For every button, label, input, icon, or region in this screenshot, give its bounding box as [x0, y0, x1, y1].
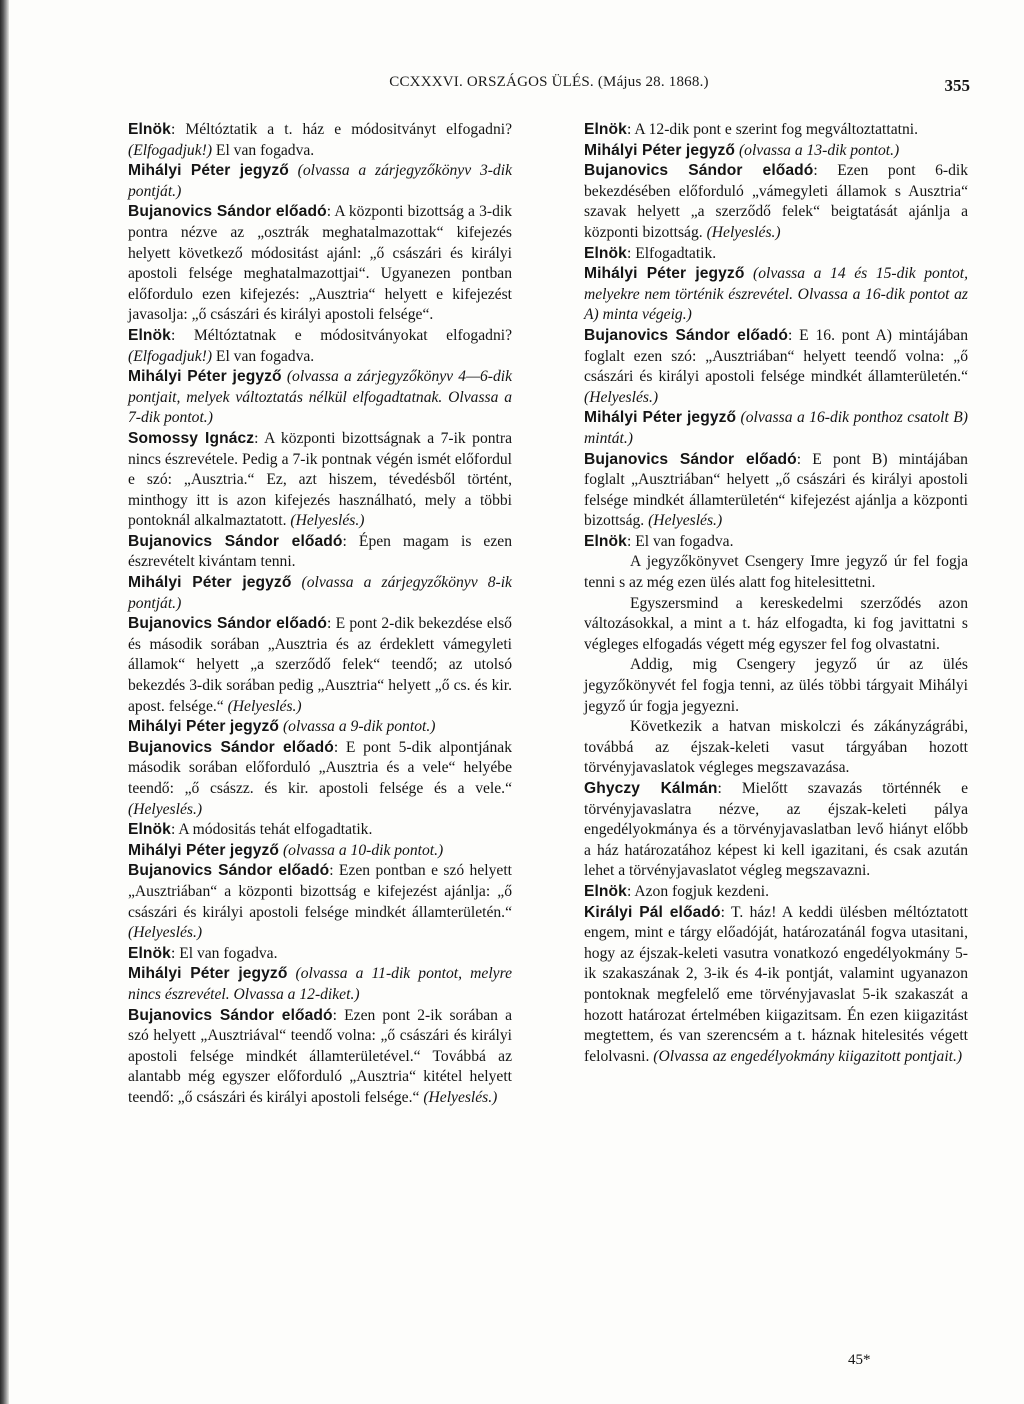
speaker-name: Mihályi Péter jegyző — [128, 162, 289, 180]
paragraph — [128, 120, 512, 161]
speaker-name: Bujanovics Sándor előadó — [128, 1006, 333, 1024]
paragraph — [128, 964, 512, 1005]
paragraph-text: : E pont 5-dik alpontjának második sorában előforduló „Ausztria és a vele“ helyébe teendő: „ő császz. és kir. apostoli felsége és a vele.“ — [128, 738, 512, 797]
paragraph — [128, 738, 512, 820]
paragraph-text: : T. ház! A keddi ülésben méltóztatott engem, mint e tárgy előadóját, határozatánál fogva utasitani, hogy az éjszak-keleti vasutra vonatkozó engedélyokmány 5-ik szakaszának 2, 3-ik és 4-ik pontját, valamint ugyanazon pontoknak megfelelő eme törvényjavaslat 5-ik szakaszát a hozott határozat értelmében kiigazitsam. Én ezen kiigazitást megtettem, és van szerencsém a t. háznak hitelesités végett felolvasni. — [584, 903, 968, 1065]
paragraph — [584, 903, 968, 1068]
speaker-name: Elnök — [584, 121, 627, 138]
paragraph — [584, 882, 968, 903]
speaker-name: Bujanovics Sándor előadó — [128, 615, 327, 633]
stage-direction: (Olvassa az engedélyokmány kiigazitott pontjait.) — [653, 1047, 963, 1065]
paragraph-text: : Ezen pont 6-dik bekezdésében előforduló „vámegyleti államok s Ausztria“ szavak helyett „a szerződő felek“ beigtatását ajánlja a központi bizottság. — [584, 162, 968, 241]
stage-direction: (Helyeslés.) — [584, 388, 659, 406]
paragraph — [128, 429, 512, 532]
stage-direction: (olvassa a 14 és 15-dik pontot, melyekre nem történik észrevétel. Olvassa a 16-dik pontot az A) minta végeig.) — [584, 265, 968, 324]
stage-direction: (olvassa a 16-dik ponthoz csatolt B) mintát.) — [584, 409, 968, 447]
speaker-name: Bujanovics Sándor előadó — [584, 450, 797, 468]
speaker-name: Bujanovics Sándor előadó — [584, 162, 814, 180]
stage-direction: (Helyeslés.) — [706, 223, 781, 241]
paragraph — [584, 264, 968, 326]
stage-direction: (olvassa a 10-dik pontot.) — [279, 841, 444, 859]
speaker-name: Királyi Pál előadó — [584, 903, 721, 921]
paragraph — [584, 450, 968, 532]
stage-direction: (Helyeslés.) — [128, 924, 203, 942]
paragraph-text: : Méltóztatnak e módositványokat elfogadni? — [170, 326, 512, 344]
paragraph-text: : E 16. pont A) mintájában foglalt ezen szó: „Ausztriában“ helyett teendő volna: „ő császári és királyi apostoli felsége mindkét államterületén.“ — [584, 326, 968, 386]
paragraph — [584, 244, 968, 265]
running-head: CCXXXVI. ORSZÁGOS ÜLÉS. (Május 28. 1868.) — [389, 74, 709, 90]
speaker-name: Elnök — [128, 326, 171, 344]
paragraph-text: : Azon fogjuk kezdeni. — [626, 882, 770, 900]
paragraph — [128, 202, 512, 326]
stage-direction: (olvassa a zárjegyzőkönyv 3-dik pontját.) — [128, 162, 512, 200]
scan-edge — [0, 0, 9, 1404]
stage-direction: (Helyeslés.) — [423, 1088, 498, 1106]
speaker-name: Bujanovics Sándor előadó — [584, 326, 789, 344]
paragraph — [128, 614, 512, 717]
paragraph-text: : Elfogadtatik. — [626, 244, 717, 262]
speaker-name: Elnök — [128, 821, 171, 839]
paragraph — [584, 408, 968, 449]
stage-direction: (olvassa a zárjegyzőkönyv 8-ik pontját.) — [128, 574, 512, 612]
speaker-name: Somossy Ignácz — [128, 429, 255, 447]
paragraph — [128, 717, 512, 738]
paragraph-text: : E pont 2-dik bekezdése első és második sorában „Ausztria és az érdeklett vámegyleti államok“ helyett „a szerződő felek“ teendő; az utolsó bekezdés 3-dik sorában pedig „Ausztria“ helyett „ő cs. és kir. apost. felsége.“ — [128, 615, 512, 715]
speaker-name: Mihályi Péter jegyző — [128, 718, 280, 736]
paragraph-text: : Ezen pontban e szó helyett „Ausztriában“ a központi bizottság e kifejezést ajánlja: „ő császári és királyi apostoli felsége mindkét államterületén.“ — [128, 862, 512, 921]
stage-direction: (Elfogadjuk!) — [128, 141, 213, 159]
speaker-name: Mihályi Péter jegyző — [128, 965, 288, 983]
paragraph-text: : Méltóztatik a t. ház e módositványt elfogadni? — [170, 121, 512, 138]
speaker-name: Mihályi Péter jegyző — [584, 141, 736, 159]
paragraph — [584, 717, 968, 779]
speaker-name: Mihályi Péter jegyző — [128, 841, 280, 859]
speaker-name: Elnök — [128, 944, 171, 962]
paragraph-text: El van fogadva. — [212, 141, 315, 159]
speaker-name: Ghyczy Kálmán — [584, 780, 718, 797]
paragraph — [584, 326, 968, 408]
stage-direction: (Helyeslés.) — [128, 800, 203, 818]
paragraph — [128, 573, 512, 614]
stage-direction: (olvassa a 13-dik pontot.) — [735, 141, 900, 159]
stage-direction: (Helyeslés.) — [290, 512, 365, 530]
paragraph-text: A jegyzőkönyvet Csengery Imre jegyző úr fel fogja tenni s az még ezen ülés alatt fog hitelesittetni. — [584, 553, 968, 592]
paragraph-text: : A központi bizottságnak a 7-ik pontra nincs észrevétele. Pedig a 7-ik pontnak végén ismét előfordul e szó: „Ausztria.“ Ez, azt hiszem, tévedésből történt, minthogy itt is azon kifejezés használható, mely a többi pontoknál alkalmaztatott. — [128, 429, 513, 530]
right-column — [584, 120, 968, 1067]
page-header — [128, 74, 970, 98]
signature-mark: 45* — [848, 1352, 871, 1368]
paragraph — [584, 141, 968, 162]
paragraph-text: Egyszersmind a kereskedelmi szerződés azon változásokkal, a mint a t. ház elfogadta, ki fog javittatni s végleges elfogadás végett még egyszer fel fog olvastatni. — [584, 594, 968, 653]
paragraph-text: Következik a hatvan miskolczi és zákányzágrábi, továbbá az éjszak-keleti vasut tárgyában hozott törvényjavaslatok végleges megszavazása. — [584, 718, 968, 777]
stage-direction: (olvassa a 9-dik pontot.) — [279, 718, 436, 736]
paragraph — [584, 779, 968, 882]
paragraph-text: : Mielőtt szavazás történnék e törvényjavaslatra nézve, az éjszak-keleti pálya engedélyokmánya és a törvényjavaslatban levő hiányt előbb a ház határozatához képest ki kell igazitani, és csak azután lehet a törvényjavaslatot végleg megszavazni. — [584, 780, 968, 880]
stage-direction: (olvassa a 11-dik pontot, melyre nincs észrevétel. Olvassa a 12-diket.) — [128, 965, 512, 1003]
paragraph — [128, 944, 512, 965]
paragraph — [584, 552, 968, 593]
paragraph — [128, 1006, 512, 1109]
paragraph — [128, 841, 512, 862]
paragraph-text: : A központi bizottság a 3-dik pontra nézve az „osztrák meghatalmazottak“ kifejezés helyett következő módositást ajánl: „ő császári és királyi apostoli felsége meghatalmazottjai“. Ugyanezen pontban előfordulo ezen kifejezés: „Ausztria“ helyett e kifejezést javasolja: „ő császári és királyi apostoli felsége“. — [128, 203, 512, 324]
paragraph-text: El van fogadva. — [212, 347, 315, 365]
stage-direction: (Helyeslés.) — [227, 697, 302, 715]
speaker-name: Elnök — [128, 121, 171, 138]
left-column — [128, 120, 512, 1109]
speaker-name: Mihályi Péter jegyző — [128, 574, 292, 592]
speaker-name: Elnök — [584, 882, 627, 900]
paragraph-text: : El van fogadva. — [626, 532, 734, 550]
page-number: 355 — [944, 76, 970, 95]
speaker-name: Elnök — [584, 532, 627, 550]
stage-direction: (Helyeslés.) — [648, 512, 723, 530]
paragraph-text: : E pont B) mintájában foglalt „Ausztriában“ helyett „ő császári és királyi apostoli felsége mindkét államterületén“ kifejezést ajánlja a központi bizottság. — [584, 450, 968, 530]
speaker-name: Bujanovics Sándor előadó — [128, 738, 334, 756]
paragraph — [128, 326, 512, 367]
paragraph-text: : El van fogadva. — [170, 944, 278, 962]
paragraph-text: Addig, mig Csengery jegyző úr az ülés jegyzőkönyvét fel fogja tenni, az ülés többi tárgyait Mihályi jegyző úr fogja jegyezni. — [584, 656, 968, 715]
paragraph-text: : Épen magam is ezen észrevételt kivántam tenni. — [128, 532, 512, 571]
paragraph — [128, 161, 512, 202]
speaker-name: Mihályi Péter jegyző — [128, 368, 282, 386]
paragraph-text: : A 12-dik pont e szerint fog megváltoztattatni. — [626, 121, 918, 138]
paragraph — [584, 120, 968, 141]
paragraph — [584, 532, 968, 553]
paragraph-text: : Ezen pont 2-ik sorában a szó helyett „Ausztriával“ teendő volna: „ő császári és királyi apostoli felsége mindkét államterületével.“ Továbbá az alantabb még egyszer előforduló „Ausztria“ kitétel helyett teendő: „ő császári és királyi apostoli felsége.“ — [128, 1006, 513, 1106]
paragraph — [128, 820, 512, 841]
paragraph — [128, 861, 512, 943]
paragraph — [584, 161, 968, 243]
speaker-name: Bujanovics Sándor előadó — [128, 532, 343, 550]
paragraph-text: : A módositás tehát elfogadtatik. — [170, 821, 373, 839]
speaker-name: Elnök — [584, 244, 627, 262]
speaker-name: Bujanovics Sándor előadó — [128, 862, 330, 880]
paragraph — [584, 594, 968, 656]
paragraph — [128, 367, 512, 429]
paragraph — [128, 532, 512, 573]
paragraph — [584, 655, 968, 717]
stage-direction: (Elfogadjuk!) — [128, 347, 213, 365]
speaker-name: Mihályi Péter jegyző — [584, 409, 737, 427]
stage-direction: (olvassa a zárjegyzőkönyv 4—6-dik pontjait, melyek változtatás nélkül elfogadtatnak. Olvassa a 7-dik pontot.) — [128, 368, 512, 427]
speaker-name: Bujanovics Sándor előadó — [128, 203, 327, 221]
speaker-name: Mihályi Péter jegyző — [584, 265, 745, 283]
